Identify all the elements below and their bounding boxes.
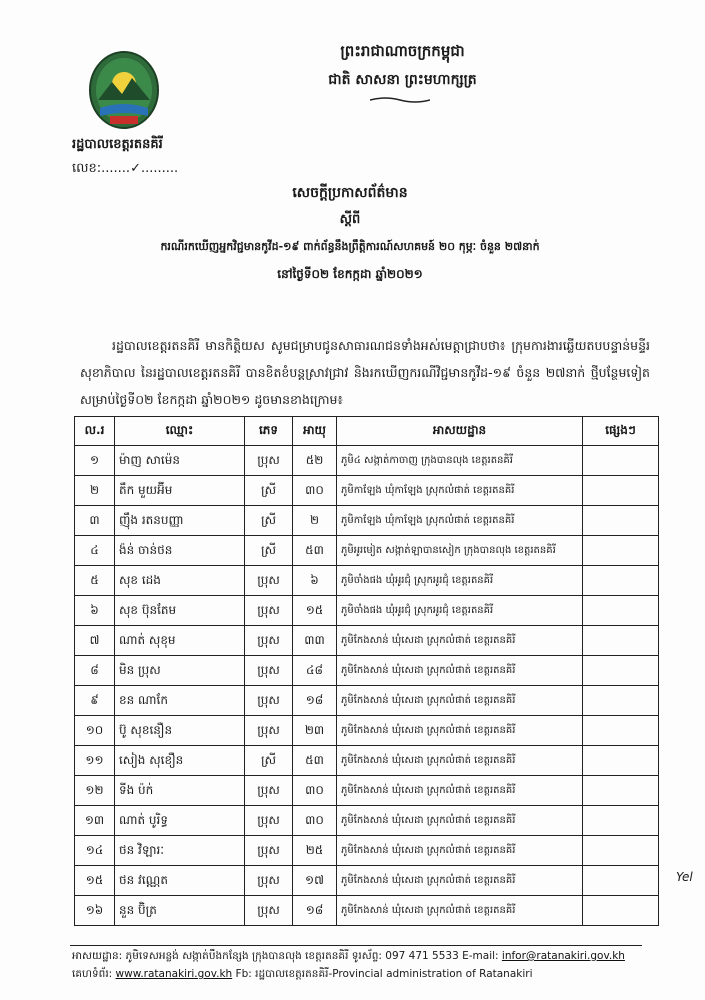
footer-facebook: Fb: រដ្ឋបាលខេត្តរតនគិរី-Provincial administration of Ratanakiri: [232, 968, 533, 980]
cell-age: ១៥: [293, 596, 337, 626]
cell-sex: ស្រី: [245, 536, 293, 566]
cell-age: ៦: [293, 566, 337, 596]
cell-other: [583, 686, 659, 716]
cell-age: ៣០: [293, 476, 337, 506]
cell-name: ទីង ប៉ក់: [115, 776, 245, 806]
reference-label: លេខ:.......: [72, 161, 131, 176]
cell-sex: ប្រុស: [245, 656, 293, 686]
table-row: [75, 566, 659, 596]
table-row: [75, 716, 659, 746]
organization-name: រដ្ឋបាលខេត្តរតនគិរី: [72, 137, 163, 152]
cell-sex: ប្រុស: [245, 566, 293, 596]
cell-no: ១៤: [75, 836, 115, 866]
body-paragraph: រដ្ឋបាលខេត្តរតនគិរី មានកិត្តិយស សូមជម្រាបជូនសាធារណជនទាំងអស់មេត្តាជ្រាបថា៖ ក្រុមការងារឆ្លើយតបបន្ទាន់មន្ទីរសុខាភិបាល នៃរដ្ឋបាលខេត្តរតនគិរី បានខិតខំបន្តស្រាវជ្រាវ និងរកឃើញករណីវិជ្ជមានកូវីដ-១៩ ចំនួន ២៧នាក់ ថ្មីបន្ថែមទៀត សម្រាប់ថ្ងៃទី០២ ខែកក្កដា ឆ្នាំ២០២១ ដូចមានខាងក្រោម៖: [80, 338, 650, 407]
cell-age: ៤៨: [293, 656, 337, 686]
cell-age: ៣០: [293, 806, 337, 836]
cell-sex: ប្រុស: [245, 896, 293, 926]
cell-name: ណាត់ បូរិទ្ធ: [115, 806, 245, 836]
table-row: [75, 776, 659, 806]
cell-age: ១៨: [293, 896, 337, 926]
cell-no: ៧: [75, 626, 115, 656]
cell-address: ភូមិកែងសាន់ ឃុំសេដា ស្រុកលំផាត់ ខេត្តរតនគិរី: [337, 866, 583, 896]
table-row: [75, 866, 659, 896]
cell-address: ភូមិកែងសាន់ ឃុំសេដា ស្រុកលំផាត់ ខេត្តរតនគិរី: [337, 746, 583, 776]
cell-no: ៤: [75, 536, 115, 566]
table-row: [75, 806, 659, 836]
cell-age: ៣៣: [293, 626, 337, 656]
cell-other: [583, 626, 659, 656]
table-row: [75, 476, 659, 506]
header-address: អាសយដ្ឋាន: [337, 417, 583, 446]
cell-age: ១៧: [293, 866, 337, 896]
cell-other: [583, 866, 659, 896]
cell-other: [583, 836, 659, 866]
cell-address: ភូមិកែងសាន់ ឃុំសេដា ស្រុកលំផាត់ ខេត្តរតនគិរី: [337, 836, 583, 866]
cell-address: ភូមិចាំងផង ឃុំអូរជុំ ស្រុកអូរជុំ ខេត្តរតនគិរី: [337, 596, 583, 626]
provincial-emblem-logo: [88, 50, 160, 134]
cell-other: [583, 506, 659, 536]
cell-sex: ប្រុស: [245, 776, 293, 806]
cell-sex: ប្រុស: [245, 836, 293, 866]
table-row: [75, 536, 659, 566]
cell-sex: ប្រុស: [245, 866, 293, 896]
cell-address: ភូមិកែងសាន់ ឃុំសេដា ស្រុកលំផាត់ ខេត្តរតនគិរី: [337, 716, 583, 746]
cell-name: សុខ ដេង: [115, 566, 245, 596]
footer-email-link[interactable]: infor@ratanakiri.gov.kh: [501, 950, 625, 962]
cell-address: ភូមិកែងសាន់ ឃុំសេដា ស្រុកលំផាត់ ខេត្តរតនគិរី: [337, 776, 583, 806]
cell-name: ប៊ូ សុខនឿន: [115, 716, 245, 746]
cell-other: [583, 656, 659, 686]
header-other: ផ្សេងៗ: [583, 417, 659, 446]
handwritten-initials: Yel: [676, 870, 693, 884]
cell-name: សៀង សុខឿន: [115, 746, 245, 776]
cell-other: [583, 896, 659, 926]
cell-name: ថន វណ្ណេត: [115, 866, 245, 896]
cell-name: ថន វិឡារៈ: [115, 836, 245, 866]
cell-sex: ប្រុស: [245, 446, 293, 476]
cell-name: ខន ណាកែ: [115, 686, 245, 716]
cell-other: [583, 536, 659, 566]
table-row: [75, 746, 659, 776]
cell-name: ញ៉ឹង រតនបញ្ញា: [115, 506, 245, 536]
cell-address: ភូមិកែងសាន់ ឃុំសេដា ស្រុកលំផាត់ ខេត្តរតនគិរី: [337, 626, 583, 656]
cell-address: ភូមិចាំងផង ឃុំអូរជុំ ស្រុកអូរជុំ ខេត្តរតនគិរី: [337, 566, 583, 596]
document-topic: ករណីរកឃើញអ្នកវិជ្ជមានកូវីដ-១៩ ពាក់ព័ន្ធនឹងព្រឹត្តិការណ៍សហគមន៍ ២០ កុម្ភៈ ចំនួន ២៧នាក់: [160, 240, 540, 253]
cell-age: ២៥: [293, 836, 337, 866]
cell-sex: ស្រី: [245, 746, 293, 776]
cell-no: ១២: [75, 776, 115, 806]
header-name: ឈ្មោះ: [115, 417, 245, 446]
cell-other: [583, 716, 659, 746]
cell-sex: ប្រុស: [245, 806, 293, 836]
table-row: [75, 446, 659, 476]
cell-sex: ប្រុស: [245, 596, 293, 626]
cell-other: [583, 596, 659, 626]
document-date: នៅថ្ងៃទី០២ ខែកក្កដា ឆ្នាំ២០២១: [277, 267, 423, 281]
cell-address: ភូមិកាឡែង ឃុំកាឡែង ស្រុកលំផាត់ ខេត្តរតនគិរី: [337, 506, 583, 536]
reference-mark: ✓: [130, 161, 141, 176]
footer-website-link[interactable]: www.ratanakiri.gov.kh: [115, 968, 233, 980]
cell-no: ៣: [75, 506, 115, 536]
cell-address: ភូមិកែងសាន់ ឃុំសេដា ស្រុកលំផាត់ ខេត្តរតនគិរី: [337, 656, 583, 686]
cell-name: ម៉ាញ សាម៉េន: [115, 446, 245, 476]
cell-no: ១: [75, 446, 115, 476]
cell-address: ភូមិកែងសាន់ ឃុំសេដា ស្រុកលំផាត់ ខេត្តរតនគិរី: [337, 806, 583, 836]
header-age: អាយុ: [293, 417, 337, 446]
footer-address: [72, 950, 625, 965]
cell-name: ណាត់ សុខុម: [115, 626, 245, 656]
reference-number: [72, 160, 178, 179]
cell-name: ង៉ន់ ចាន់ថន: [115, 536, 245, 566]
cell-other: [583, 566, 659, 596]
cell-address: ភូមិកែងសាន់ ឃុំសេដា ស្រុកលំផាត់ ខេត្តរតនគិរី: [337, 686, 583, 716]
table-header-row: [75, 417, 659, 446]
cell-no: ១៦: [75, 896, 115, 926]
cell-age: ៥៣: [293, 746, 337, 776]
cell-no: ២: [75, 476, 115, 506]
table-row: [75, 686, 659, 716]
document-title: សេចក្ដីប្រកាសព័ត៌មាន: [292, 185, 408, 201]
cell-sex: ស្រី: [245, 506, 293, 536]
reference-dots: .........: [140, 161, 179, 176]
cell-no: ១០: [75, 716, 115, 746]
cases-table: [74, 416, 659, 926]
cell-sex: ប្រុស: [245, 626, 293, 656]
cell-sex: ប្រុស: [245, 686, 293, 716]
header-no: ល.រ: [75, 417, 115, 446]
table-row: [75, 896, 659, 926]
cell-address: ភូមិអូរមៀត សង្កាត់ឡាបានសៀក ក្រុងបានលុង ខេត្តរតនគិរី: [337, 536, 583, 566]
cell-address: ភូមិកាឡែង ឃុំកាឡែង ស្រុកលំផាត់ ខេត្តរតនគិរី: [337, 476, 583, 506]
national-motto: ជាតិ សាសនា ព្រះមហាក្សត្រ: [328, 72, 477, 88]
table-row: [75, 836, 659, 866]
cell-name: នួន ប៊ិត្រ: [115, 896, 245, 926]
cell-age: ៥៣: [293, 536, 337, 566]
cell-no: ១១: [75, 746, 115, 776]
cell-no: ៩: [75, 686, 115, 716]
cell-age: ២: [293, 506, 337, 536]
cell-other: [583, 776, 659, 806]
table-row: [75, 506, 659, 536]
cell-other: [583, 446, 659, 476]
footer-website-label: គេហទំព័រ:: [72, 968, 116, 980]
cell-other: [583, 476, 659, 506]
ornament-divider: [370, 96, 430, 104]
cell-no: ៥: [75, 566, 115, 596]
cell-name: សុខ ប៊ុនតែម: [115, 596, 245, 626]
cell-name: តឹក មួយអ៊ីម: [115, 476, 245, 506]
cell-sex: ប្រុស: [245, 716, 293, 746]
footer-divider: [70, 945, 642, 946]
header-sex: ភេទ: [245, 417, 293, 446]
table-row: [75, 596, 659, 626]
cell-age: ២៣: [293, 716, 337, 746]
cell-address: ភូមិ៤ សង្កាត់កាចាញ ក្រុងបានលុង ខេត្តរតនគិរី: [337, 446, 583, 476]
cell-age: ១៨: [293, 686, 337, 716]
cell-no: ១៣: [75, 806, 115, 836]
cell-name: មិន ប្រុស: [115, 656, 245, 686]
kingdom-heading: ព្រះរាជាណាចក្រកម្ពុជា: [340, 42, 465, 60]
table-row: [75, 656, 659, 686]
cell-no: ៦: [75, 596, 115, 626]
cell-no: ៨: [75, 656, 115, 686]
document-subject: ស្ដីពី: [339, 212, 361, 227]
cell-age: ៥២: [293, 446, 337, 476]
footer-web: [72, 968, 533, 983]
footer-address-text: អាសយដ្ឋាន: ភូមិទេសអន្លង់ សង្កាត់បឹងកន្សែង ក្រុងបានលុង ខេត្តរតនគិរី ទូរស័ព្ទ: 097 471 5533 E-mail:: [72, 950, 502, 962]
table-row: [75, 626, 659, 656]
cell-address: ភូមិកែងសាន់ ឃុំសេដា ស្រុកលំផាត់ ខេត្តរតនគិរី: [337, 896, 583, 926]
cell-other: [583, 806, 659, 836]
cell-no: ១៥: [75, 866, 115, 896]
cell-other: [583, 746, 659, 776]
cell-sex: ស្រី: [245, 476, 293, 506]
cell-age: ៣០: [293, 776, 337, 806]
